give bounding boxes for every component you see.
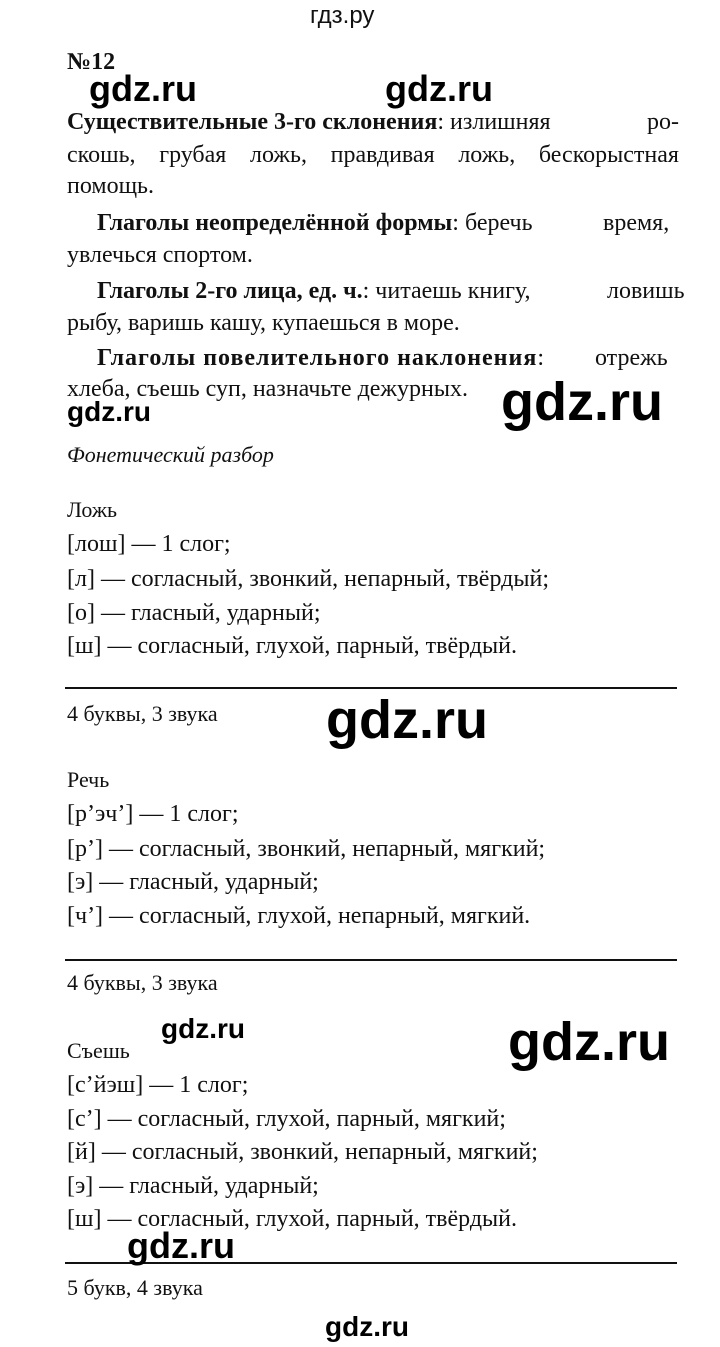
watermark: gdz.ru [67,396,151,427]
watermark: gdz.ru [326,690,488,750]
word-2-line-3: [э] — гласный, ударный; [67,869,319,895]
p1-w5: бескорыстная [538,142,679,168]
watermark: gdz.ru [325,1311,409,1342]
p1-w1: грубая [159,142,227,168]
p1-line1-rest-b: ро- [647,109,679,135]
p2-line1 [97,211,533,235]
p1-line1-rest-a: : излишняя [437,109,551,135]
word-2-line-4: [ч’] — согласный, глухой, непарный, мягкий. [67,903,531,929]
p2-line1-rest-a: : беречь [452,210,533,236]
p1-w3: правдивая [330,142,435,168]
p4-line1-rest-a: : [537,345,544,371]
word-3-line-1: [с’йэш] — 1 слог; [67,1072,249,1098]
p2-line1-end: время, [603,210,670,236]
p3-line1-end: ловишь [607,278,685,304]
word-1-line-4: [ш] — согласный, глухой, парный, твёрдый. [67,633,518,659]
word-1-divider [65,687,677,689]
p1-line1-text [67,110,551,134]
watermark: gdz.ru [89,68,197,109]
word-3-line-5: [ш] — согласный, глухой, парный, твёрдый. [67,1206,518,1232]
p1-line1 [67,110,679,134]
site-header: гдз.ру [310,2,375,29]
word-3-summary: 5 букв, 4 звука [67,1275,203,1300]
word-1-line-1: [лош] — 1 слог; [67,531,231,557]
task-number: №12 [67,49,116,75]
p4-line1-end: отрежь [595,345,668,371]
watermark: gdz.ru [385,68,493,109]
word-1-title: Ложь [67,497,118,522]
p4-line2: хлеба, съешь суп, назначьте дежурных. [67,376,468,402]
phonetic-title: Фонетический разбор [67,442,274,467]
word-2-summary: 4 буквы, 3 звука [67,970,218,995]
p1-heading: Существительные 3-го склонения [67,109,438,135]
p4-line1 [97,346,544,370]
word-1-line-2: [л] — согласный, звонкий, непарный, твёрдый; [67,566,549,592]
p1-w2: ложь, [250,142,307,168]
word-2-line-2: [р’] — согласный, звонкий, непарный, мягкий; [67,836,546,862]
watermark: gdz.ru [501,372,663,432]
p3-heading: Глаголы 2-го лица, ед. ч. [97,278,363,304]
p3-line2: рыбу, варишь кашу, купаешься в море. [67,310,460,336]
word-1-summary: 4 буквы, 3 звука [67,701,218,726]
p1-w0: скошь, [67,142,136,168]
watermark: gdz.ru [161,1013,245,1044]
word-3-line-2: [с’] — согласный, глухой, парный, мягкий; [67,1106,506,1132]
word-3-line-4: [э] — гласный, ударный; [67,1173,319,1199]
word-2-divider [65,959,677,961]
p1-line2 [67,143,679,167]
p3-line1 [97,279,531,303]
p1-w4: ложь, [458,142,516,168]
word-2-title: Речь [67,767,110,792]
word-3-title: Съешь [67,1038,130,1063]
word-2-line-1: [р’эч’] — 1 слог; [67,801,239,827]
p4-heading: Глаголы повелительного наклонения [97,345,538,371]
p3-line1-rest-a: : читаешь книгу, [362,278,531,304]
p2-line2: увлечься спортом. [67,242,253,268]
watermark: gdz.ru [508,1012,670,1072]
word-1-line-3: [о] — гласный, ударный; [67,600,321,626]
watermark: gdz.ru [127,1225,235,1266]
p1-line3: помощь. [67,173,154,199]
word-3-line-3: [й] — согласный, звонкий, непарный, мягкий; [67,1139,538,1165]
p2-heading: Глаголы неопределённой формы [97,210,453,236]
